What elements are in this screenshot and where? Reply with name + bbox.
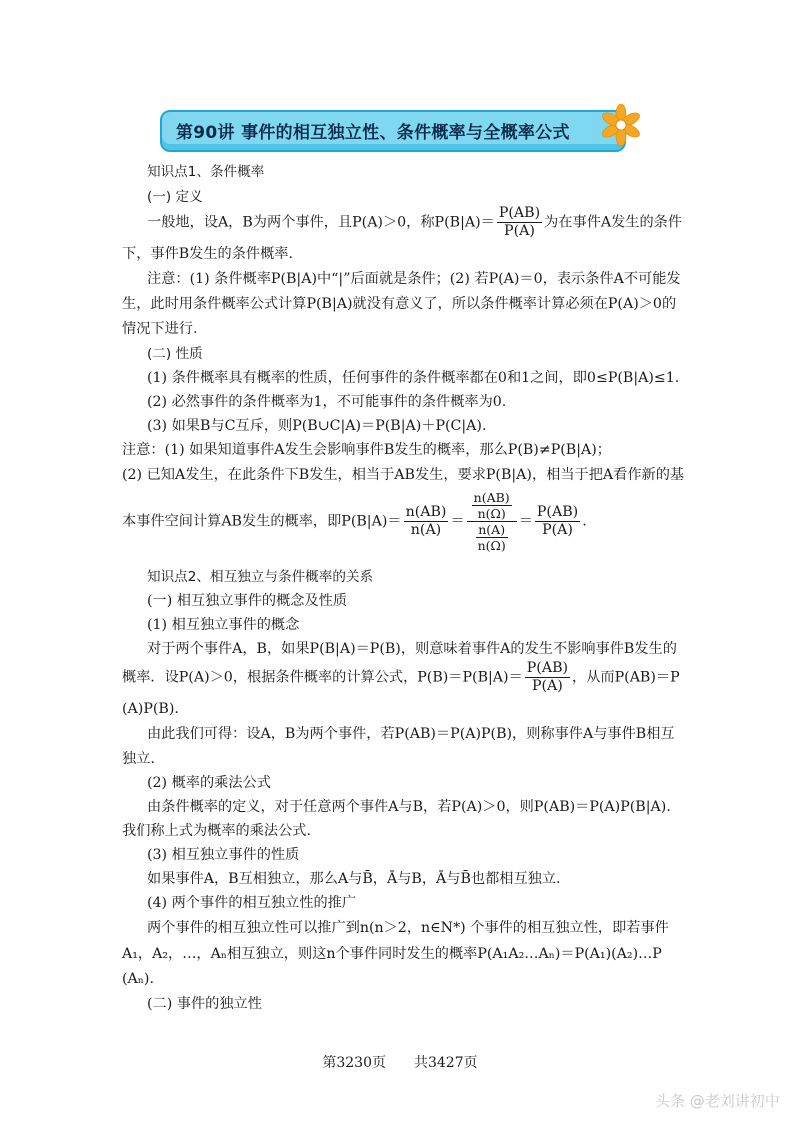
paragraph-line: 注意：(1) 条件概率P(B|A)中“|”后面就是条件；(2) 若P(A)＝0，表示条件A不可能发: [147, 271, 681, 287]
paragraph-line: 下，事件B发生的条件概率.: [122, 246, 293, 262]
text-span: 概率．设P(A)＞0，根据条件概率的计算公式，P(B)＝P(B|A)＝: [122, 669, 523, 686]
paragraph-line: (A)P(B).: [122, 701, 179, 717]
paragraph-line: 独立.: [122, 751, 155, 767]
text-span: ，从而P(AB)＝P: [572, 669, 680, 686]
formula-line: [122, 490, 587, 553]
page-footer: 第3230页 共3427页: [322, 1055, 478, 1071]
title-banner: [160, 110, 626, 152]
text-span: 为在事件A发生的条件: [544, 214, 683, 231]
paragraph-line: 由此我们可得：设A，B为两个事件，若P(AB)＝P(A)P(B)，则称事件A与事件B相互: [147, 726, 675, 742]
paragraph-line: 如果事件A，B互相独立，那么A与B̄，Ā与B，Ā与B̄也都相互独立.: [147, 871, 561, 887]
paragraph-line: 情况下进行.: [122, 321, 198, 337]
watermark: 头条 @老刘讲初中: [655, 1092, 780, 1110]
paragraph-line: 注意：(1) 如果知道事件A发生会影响事件B发生的概率，那么P(B)≠P(B|A)；: [122, 442, 611, 458]
fraction: $\frac{P(AB)}{P(A)}$: [536, 504, 579, 538]
section-heading-1: 知识点1、条件概率: [147, 164, 265, 180]
fraction: $\frac{P(AB)}{P(A)}$: [498, 205, 541, 239]
subheading-properties: (二) 性质: [147, 346, 203, 362]
flower-icon: [598, 102, 644, 148]
paragraph-line: (2) 概率的乘法公式: [147, 775, 271, 791]
paragraph-line: (1) 相互独立事件的概念: [147, 617, 300, 633]
fraction: $\frac{n(AB)}{n(\Omega)}$: [473, 490, 510, 521]
paragraph-line: 对于两个事件A，B，如果P(B|A)＝P(B)，则意味着事件A的发生不影响事件B发生的: [147, 641, 677, 657]
paragraph-line: (2) 已知A发生，在此条件下B发生，相当于AB发生，要求P(B|A)，相当于把A看作新的基: [122, 467, 685, 483]
fraction: $\frac{n(AB)}{n(A)}$: [405, 504, 447, 538]
fraction: $\frac{n(A)}{n(\Omega)}$: [477, 522, 506, 553]
definition-line: [147, 205, 682, 240]
subheading-definition: (一) 定义: [147, 189, 203, 205]
page-title: 第90讲 事件的相互独立性、条件概率与全概率公式: [176, 123, 570, 143]
text-span: ＝: [518, 513, 533, 530]
paragraph-line: (一) 相互独立事件的概念及性质: [147, 593, 348, 609]
paragraph-line: (2) 必然事件的条件概率为1，不可能事件的条件概率为0.: [147, 394, 507, 410]
paragraph-line: A₁，A₂，…，Aₙ相互独立，则这n个事件同时发生的概率P(A₁A₂…Aₙ)＝P(A₁)(A₂)…P: [122, 946, 662, 962]
paragraph-line: (4) 两个事件的相互独立性的推广: [147, 895, 357, 911]
paragraph-line: 由条件概率的定义，对于任意两个事件A与B，若P(A)＞0，则P(AB)＝P(A)P(B|A).: [147, 799, 671, 815]
text-span: 一般地，设A，B为两个事件，且P(A)＞0，称P(B|A)＝: [147, 214, 495, 231]
paragraph-line: (1) 条件概率具有概率的性质，任何事件的条件概率都在0和1之间，即0≤P(B|A)≤1.: [147, 370, 680, 386]
paragraph-line: (Aₙ).: [122, 971, 154, 987]
paragraph-line: (二) 事件的独立性: [147, 996, 262, 1012]
text-span: ＝: [450, 513, 465, 530]
text-span: 本事件空间计算AB发生的概率，即P(B|A)＝: [122, 513, 402, 530]
fraction: $\frac{P(AB)}{P(A)}$: [526, 660, 569, 694]
paragraph-line: (3) 相互独立事件的性质: [147, 847, 300, 863]
paragraph-line: 生，此时用条件概率公式计算P(B|A)就没有意义了，所以条件概率计算必须在P(A)＞0的: [122, 296, 677, 312]
paragraph-line: (3) 如果B与C互斥，则P(B∪C|A)＝P(B|A)＋P(C|A).: [147, 418, 487, 434]
section-heading-2: 知识点2、相互独立与条件概率的关系: [147, 569, 374, 585]
formula-line: [122, 660, 680, 695]
text-span: .: [582, 513, 587, 530]
compound-fraction: [467, 490, 517, 553]
paragraph-line: 两个事件的相互独立性可以推广到n(n＞2，n∈N*) 个事件的相互独立性，即若事件: [147, 920, 669, 936]
paragraph-line: 我们称上式为概率的乘法公式.: [122, 823, 311, 839]
